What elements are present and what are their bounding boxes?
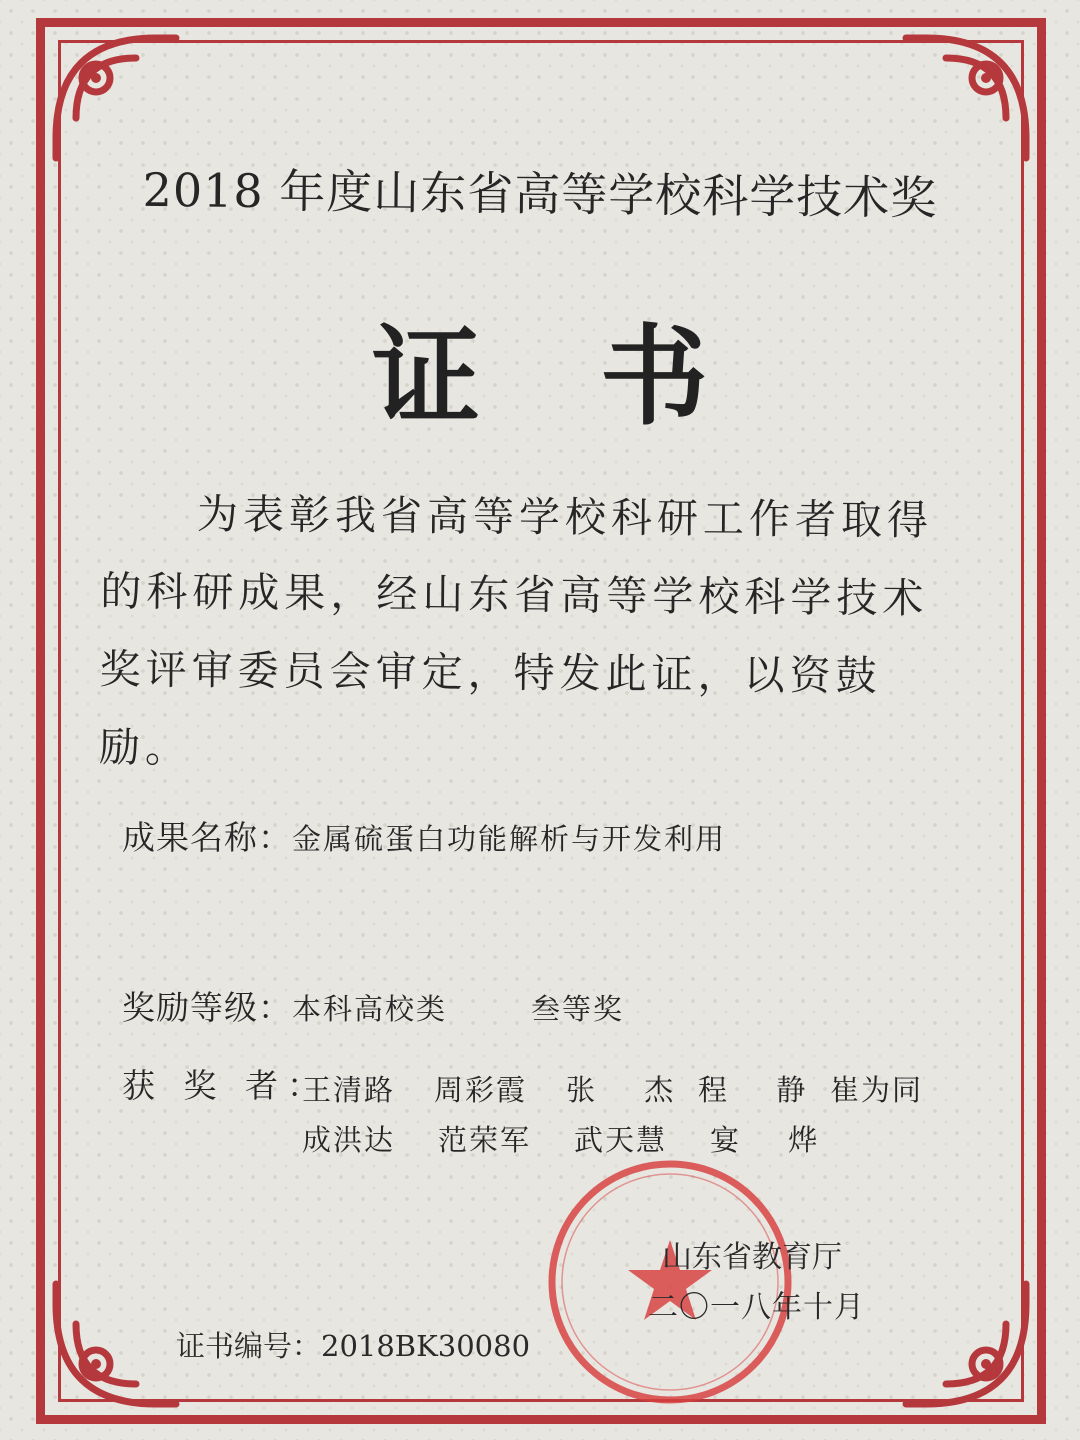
certificate-title: 证书: [371, 315, 828, 440]
winners-label: 获 奖 者：: [122, 1066, 329, 1105]
award-level-category: 本科高校类: [292, 992, 448, 1026]
winner-name: 范荣军: [438, 1122, 532, 1157]
corner-ornament-bottom-right: [896, 1274, 1046, 1424]
winner-name: 武天慧: [574, 1122, 668, 1157]
winners-row: [302, 1063, 962, 1113]
winner-name: 王清路: [302, 1072, 396, 1107]
corner-ornament-bottom-left: [36, 1274, 186, 1424]
corner-ornament-top-right: [896, 18, 1046, 168]
achievement-field: [122, 812, 726, 859]
achievement-value: 金属硫蛋白功能解析与开发利用: [292, 822, 727, 856]
issue-date: 二〇一八年十月: [648, 1290, 865, 1325]
certificate-body: 为表彰我省高等学校科研工作者取得的科研成果，经山东省高等学校科学技术奖评审委员会审定，特发此证，以资鼓励。: [98, 490, 934, 773]
winner-name: 宴 烨: [710, 1122, 838, 1157]
achievement-label: 成果名称：: [122, 818, 292, 857]
winner-name: 张 杰: [566, 1072, 694, 1107]
award-level-field: [122, 982, 624, 1029]
certificate-number: 证书编号：2018BK30080: [176, 1329, 531, 1363]
winner-name: 程 静: [698, 1072, 826, 1107]
issuer-name: 山东省教育厅: [662, 1240, 842, 1275]
winner-name: 周彩霞: [434, 1072, 528, 1107]
corner-ornament-top-left: [36, 18, 186, 168]
winner-name: 成洪达: [302, 1122, 396, 1157]
winner-name: 崔为同: [830, 1072, 924, 1107]
award-title: 2018 年度山东省高等学校科学技术奖: [142, 162, 938, 226]
winners-list: [302, 1063, 962, 1163]
winners-field: [122, 1060, 329, 1107]
award-level-grade: 叁等奖: [531, 992, 625, 1026]
award-level-label: 奖励等级：: [122, 988, 292, 1027]
